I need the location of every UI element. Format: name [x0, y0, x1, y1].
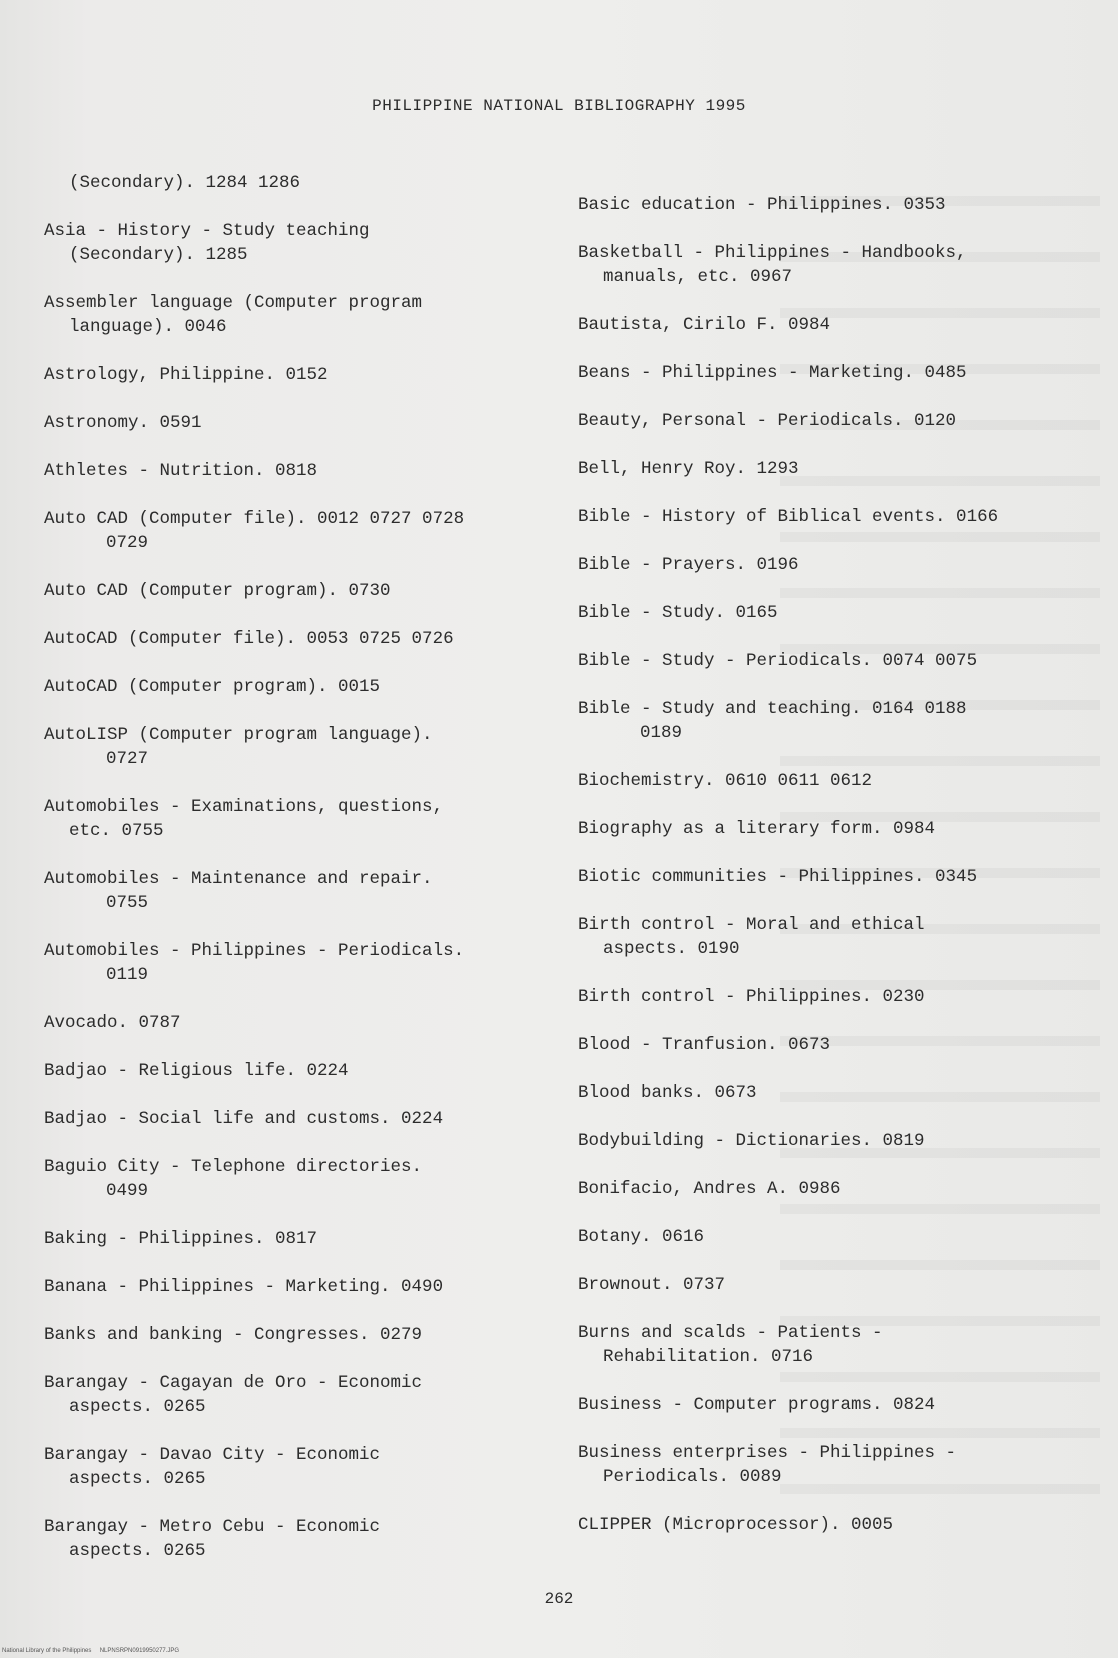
entry-heading-line: Automobiles - Examinations, questions, — [44, 797, 444, 817]
index-entry — [578, 193, 1098, 217]
entry-heading-line: Banana - Philippines - Marketing. 0490 — [44, 1277, 444, 1297]
index-entry — [44, 1059, 544, 1083]
index-entry — [44, 723, 544, 771]
index-entry — [44, 171, 544, 195]
entry-heading-line: Bible - Study - Periodicals. 0074 0075 — [578, 651, 978, 671]
index-entry — [44, 363, 544, 387]
index-entry — [44, 627, 544, 651]
index-entry — [44, 1107, 544, 1131]
entry-continuation-line: Periodicals. 0089 — [603, 1467, 782, 1487]
entry-heading-line: Business enterprises - Philippines - — [578, 1443, 957, 1463]
index-entry — [44, 459, 544, 483]
index-entry — [578, 553, 1098, 577]
index-entry — [578, 1081, 1098, 1105]
entry-continuation-line: 0189 — [640, 723, 683, 743]
entry-heading-line: Astrology, Philippine. 0152 — [44, 365, 328, 385]
entry-heading-line: Basic education - Philippines. 0353 — [578, 195, 946, 215]
entry-heading-line: CLIPPER (Microprocessor). 0005 — [578, 1515, 894, 1535]
entry-heading-line: Bible - History of Biblical events. 0166 — [578, 507, 999, 527]
entry-continuation-line: 0727 — [106, 749, 149, 769]
index-entry — [44, 1011, 544, 1035]
index-entry — [578, 1225, 1098, 1249]
index-entry — [578, 769, 1098, 793]
entry-heading-line: Bonifacio, Andres A. 0986 — [578, 1179, 841, 1199]
entry-heading-line: Barangay - Metro Cebu - Economic — [44, 1517, 381, 1537]
index-entry — [44, 579, 544, 603]
entry-heading-line: Automobiles - Philippines - Periodicals. — [44, 941, 465, 961]
left-column — [44, 171, 544, 1587]
index-entry — [578, 865, 1098, 889]
entry-heading-line: AutoCAD (Computer program). 0015 — [44, 677, 381, 697]
entry-continuation-line: aspects. 0190 — [603, 939, 740, 959]
entry-heading-line: AutoCAD (Computer file). 0053 0725 0726 — [44, 629, 454, 649]
index-entry — [578, 601, 1098, 625]
entry-heading-line: Biotic communities - Philippines. 0345 — [578, 867, 978, 887]
entry-continuation-line: aspects. 0265 — [69, 1469, 206, 1489]
index-entry — [44, 675, 544, 699]
index-entry — [578, 409, 1098, 433]
page-number: 262 — [544, 1590, 574, 1608]
entry-continuation-line: etc. 0755 — [69, 821, 164, 841]
index-entry — [44, 1227, 544, 1251]
index-entry — [44, 291, 544, 339]
entry-heading-line: (Secondary). 1284 1286 — [69, 173, 301, 193]
entry-heading-line: Biochemistry. 0610 0611 0612 — [578, 771, 873, 791]
entry-heading-line: Athletes - Nutrition. 0818 — [44, 461, 318, 481]
index-entry — [578, 457, 1098, 481]
entry-heading-line: Barangay - Davao City - Economic — [44, 1445, 381, 1465]
index-entry — [578, 985, 1098, 1009]
entry-heading-line: Bible - Prayers. 0196 — [578, 555, 799, 575]
index-entry — [44, 411, 544, 435]
index-entry — [44, 219, 544, 267]
entry-heading-line: Birth control - Philippines. 0230 — [578, 987, 925, 1007]
index-entry — [578, 505, 1098, 529]
entry-heading-line: Auto CAD (Computer program). 0730 — [44, 581, 391, 601]
entry-continuation-line: aspects. 0265 — [69, 1397, 206, 1417]
index-entry — [578, 241, 1098, 289]
entry-heading-line: AutoLISP (Computer program language). — [44, 725, 433, 745]
entry-heading-line: Botany. 0616 — [578, 1227, 705, 1247]
entry-continuation-line: 0119 — [106, 965, 149, 985]
index-entry — [578, 313, 1098, 337]
index-entry — [578, 1177, 1098, 1201]
page-title: PHILIPPINE NATIONAL BIBLIOGRAPHY 1995 — [372, 97, 746, 115]
entry-continuation-line: (Secondary). 1285 — [69, 245, 248, 265]
entry-heading-line: Avocado. 0787 — [44, 1013, 181, 1033]
entry-heading-line: Blood - Tranfusion. 0673 — [578, 1035, 831, 1055]
entry-continuation-line: aspects. 0265 — [69, 1541, 206, 1561]
entry-continuation-line: manuals, etc. 0967 — [603, 267, 793, 287]
entry-heading-line: Bodybuilding - Dictionaries. 0819 — [578, 1131, 925, 1151]
entry-continuation-line: 0499 — [106, 1181, 149, 1201]
index-entry — [44, 795, 544, 843]
entry-continuation-line: 0755 — [106, 893, 149, 913]
entry-heading-line: Banks and banking - Congresses. 0279 — [44, 1325, 423, 1345]
entry-heading-line: Bell, Henry Roy. 1293 — [578, 459, 799, 479]
scan-credit: National Library of the Philippines NLPNSRPN0919950277.JPG — [2, 1648, 180, 1654]
index-entry — [578, 913, 1098, 961]
entry-heading-line: Baking - Philippines. 0817 — [44, 1229, 318, 1249]
index-entry — [578, 1513, 1098, 1537]
entry-heading-line: Assembler language (Computer program — [44, 293, 423, 313]
index-entry — [578, 1129, 1098, 1153]
entry-continuation-line: 0729 — [106, 533, 149, 553]
entry-heading-line: Blood banks. 0673 — [578, 1083, 757, 1103]
entry-heading-line: Bautista, Cirilo F. 0984 — [578, 315, 831, 335]
entry-heading-line: Biography as a literary form. 0984 — [578, 819, 936, 839]
index-entry — [44, 507, 544, 555]
entry-heading-line: Astronomy. 0591 — [44, 413, 202, 433]
entry-heading-line: Beans - Philippines - Marketing. 0485 — [578, 363, 967, 383]
index-entry — [44, 1515, 544, 1563]
index-entry — [578, 1393, 1098, 1417]
entry-heading-line: Basketball - Philippines - Handbooks, — [578, 243, 967, 263]
index-entry — [578, 697, 1098, 745]
entry-heading-line: Automobiles - Maintenance and repair. — [44, 869, 433, 889]
index-entry — [578, 1033, 1098, 1057]
index-entry — [44, 939, 544, 987]
index-entry — [578, 649, 1098, 673]
index-entry — [44, 1323, 544, 1347]
right-column — [578, 193, 1098, 1561]
index-entry — [578, 361, 1098, 385]
entry-heading-line: Burns and scalds - Patients - — [578, 1323, 883, 1343]
index-entry — [578, 1321, 1098, 1369]
entry-heading-line: Bible - Study and teaching. 0164 0188 — [578, 699, 967, 719]
entry-heading-line: Birth control - Moral and ethical — [578, 915, 925, 935]
index-entry — [44, 1371, 544, 1419]
entry-continuation-line: Rehabilitation. 0716 — [603, 1347, 814, 1367]
entry-heading-line: Bible - Study. 0165 — [578, 603, 778, 623]
entry-heading-line: Badjao - Social life and customs. 0224 — [44, 1109, 444, 1129]
index-entry — [44, 1443, 544, 1491]
entry-heading-line: Brownout. 0737 — [578, 1275, 726, 1295]
entry-heading-line: Baguio City - Telephone directories. — [44, 1157, 423, 1177]
index-entry — [578, 817, 1098, 841]
index-entry — [44, 867, 544, 915]
entry-heading-line: Business - Computer programs. 0824 — [578, 1395, 936, 1415]
index-entry — [44, 1275, 544, 1299]
entry-heading-line: Beauty, Personal - Periodicals. 0120 — [578, 411, 957, 431]
entry-heading-line: Asia - History - Study teaching — [44, 221, 370, 241]
entry-heading-line: Badjao - Religious life. 0224 — [44, 1061, 349, 1081]
index-entry — [578, 1441, 1098, 1489]
entry-continuation-line: language). 0046 — [69, 317, 227, 337]
index-entry — [44, 1155, 544, 1203]
entry-heading-line: Barangay - Cagayan de Oro - Economic — [44, 1373, 423, 1393]
index-entry — [578, 1273, 1098, 1297]
entry-heading-line: Auto CAD (Computer file). 0012 0727 0728 — [44, 509, 465, 529]
